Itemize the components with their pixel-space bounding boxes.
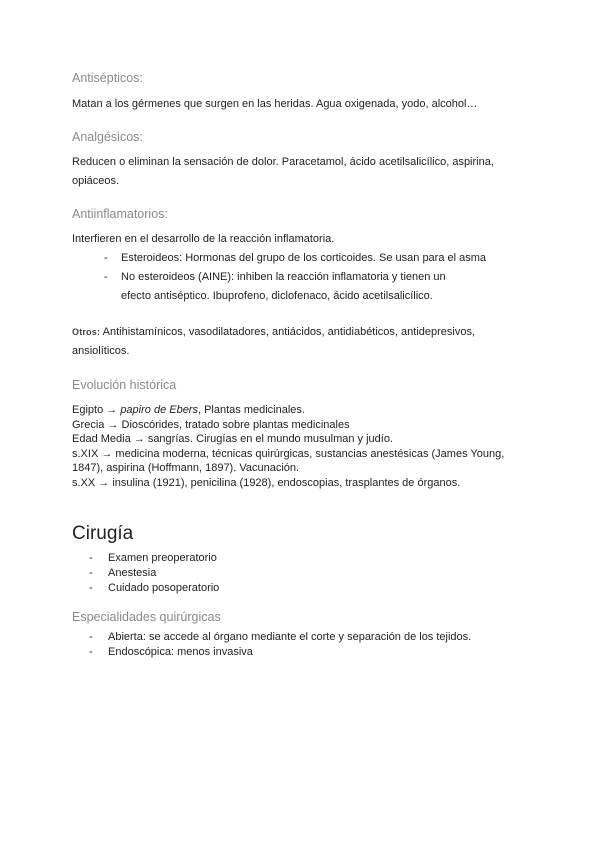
list-item [104,249,524,268]
evolucion-heading: Evolución histórica [72,378,177,392]
list-item-text: Endoscópica: menos invasiva [108,646,253,658]
list-item [104,268,454,306]
evolucion-edad-media: Edad Media → sangrías. Cirugías en el mundo musulman y judío. [72,433,393,445]
sxix-prefix: s.XIX [72,447,99,460]
evolucion-lines [72,403,517,490]
list-item-text: Esteroideos: Hormonas del grupo de los corticoides. Se usan para el asma [121,252,487,264]
list-item [89,645,509,660]
antiinflamatorios-intro: Interfieren en el desarrollo de la reacción inflamatoria. [72,233,335,245]
bullet-dash: - [89,631,93,643]
list-item [89,551,509,566]
egipto-prefix: Egipto → [72,404,121,416]
list-item-text: Examen preoperatorio [108,552,217,564]
otros-label: Otros: [72,327,101,337]
list-item-text: Abierta: se accede al órgano mediante el corte y separación de los tejidos. [108,631,472,643]
bullet-dash: - [89,646,93,658]
especialidades-heading: Especialidades quirúrgicas [72,610,221,624]
list-item [89,566,509,581]
bullet-dash: - [89,567,93,579]
otros-paragraph [72,323,512,361]
analgesicos-heading: Analgésicos: [72,130,143,144]
egipto-suffix: , Plantas medicinales. [197,404,305,416]
analgesicos-text: Reducen o eliminan la sensación de dolor. Paracetamol, ácido acetilsalicílico, aspirina, opiáceos. [72,156,494,187]
evolucion-egipto [72,403,517,418]
evolucion-grecia: Grecia → Dioscórides, tratado sobre plantas medicinales [72,418,350,431]
sxix-text: → medicina moderna, técnicas quirúrgicas, sustancias anestésicas (James Young, 1847), aspirina (Hoffmann, 1897). Vacunación. [72,447,505,474]
cirugia-title: Cirugía [72,523,134,544]
list-item-text: No esteroideos (AINE): inhiben la reacción inflamatoria y tienen un efecto antiséptico. Ibuprofeno, diclofenaco, ácido acetilsalicílico. [121,271,446,302]
otros-text: Antihistamínicos, vasodilatadores, antiácidos, antidiabéticos, antidepresivos, ansiolíticos. [72,326,476,357]
sxx-prefix: s.XX [72,476,96,489]
bullet-dash: - [89,552,93,564]
bullet-dash: - [89,582,93,594]
antiinflamatorios-heading: Antiinflamatorios: [72,207,168,221]
list-item-text: Cuidado posoperatorio [108,582,220,594]
sxx-text: → insulina (1921), penicilina (1928), endoscopias, trasplantes de órganos. [95,476,461,489]
list-item [89,581,509,596]
list-item [89,630,519,645]
antisepticos-text: Matan a los gérmenes que surgen en las heridas. Agua oxigenada, yodo, alcohol… [72,98,478,110]
evolucion-sxx [72,476,517,491]
list-item-text: Anestesia [108,567,157,579]
egipto-italic: papiro de Ebers [120,404,198,416]
evolucion-sxix [72,447,517,476]
bullet-dash: - [104,271,108,283]
bullet-dash: - [104,252,108,264]
antisepticos-heading: Antisépticos: [72,71,143,85]
